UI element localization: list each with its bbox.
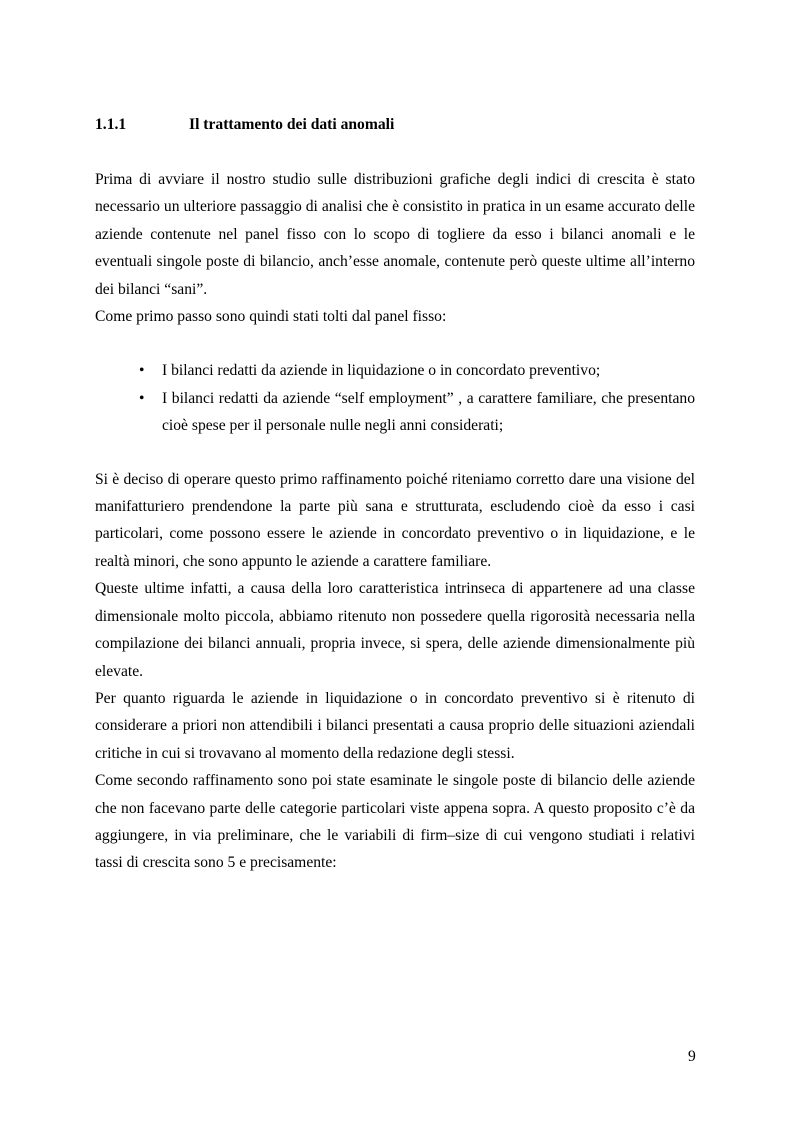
bullet-icon: • — [139, 362, 145, 380]
body-text — [95, 166, 695, 877]
list-item — [95, 357, 695, 384]
paragraph-intro: Prima di avviare il nostro studio sulle distribuzioni grafiche degli indici di crescita è stato necessario un ulteriore passaggio di analisi che è consistito in pratica in un esame accurato delle aziende contenute nel panel fisso con lo scopo di togliere da esso i bilanci anomali e le eventuali singole poste di bilancio, anch’esse anomale, contenute però queste ultime all’interno dei bilanci “sani”. — [95, 171, 695, 298]
section-heading — [95, 115, 695, 135]
list-item-text: I bilanci redatti da aziende “self employment” , a carattere familiare, che presentano cioè spese per il personale nulle negli anni considerati; — [162, 389, 695, 435]
section-title: Il trattamento dei dati anomali — [189, 116, 395, 133]
section-number: 1.1.1 — [95, 116, 127, 133]
paragraph-second-step: Come secondo raffinamento sono poi state esaminate le singole poste di bilancio delle aziende che non facevano parte delle categorie particolari viste appena sopra. A questo proposito c’è da aggiungere, in via preliminare, che le variabili di firm–size di cui vengono studiati i relativi tassi di crescita sono 5 e precisamente: — [95, 772, 695, 872]
paragraph-first-step: Come primo passo sono quindi stati tolti dal panel fisso: — [95, 308, 447, 326]
paragraph-liquidation: Per quanto riguarda le aziende in liquidazione o in concordato preventivo si è ritenuto di considerare a priori non attendibili i bilanci presentati a causa proprio delle situazioni aziendali critiche in cui si trovavano al momento della redazione degli stessi. — [95, 689, 695, 762]
paragraph-family-firms: Queste ultime infatti, a causa della loro caratteristica intrinseca di appartenere ad una classe dimensionale molto piccola, abbiamo ritenuto non possedere quella rigorosità necessaria nella compilazione dei bilanci annuali, propria invece, si spera, delle aziende dimensionalmente più elevate. — [95, 580, 695, 680]
paragraph-rationale: Si è deciso di operare questo primo raffinamento poiché riteniamo corretto dare una visione del manifatturiero prendendone la parte più sana e strutturata, escludendo cioè da esso i casi particolari, come possono essere le aziende in concordato preventivo o in liquidazione, e le realtà minori, che sono appunto le aziende a carattere familiare. — [95, 470, 695, 570]
list-item — [95, 385, 695, 440]
list-item-text: I bilanci redatti da aziende in liquidazione o in concordato preventivo; — [162, 362, 601, 380]
bullet-list — [95, 357, 695, 439]
bullet-icon: • — [139, 389, 145, 407]
page-number: 9 — [688, 1048, 696, 1065]
